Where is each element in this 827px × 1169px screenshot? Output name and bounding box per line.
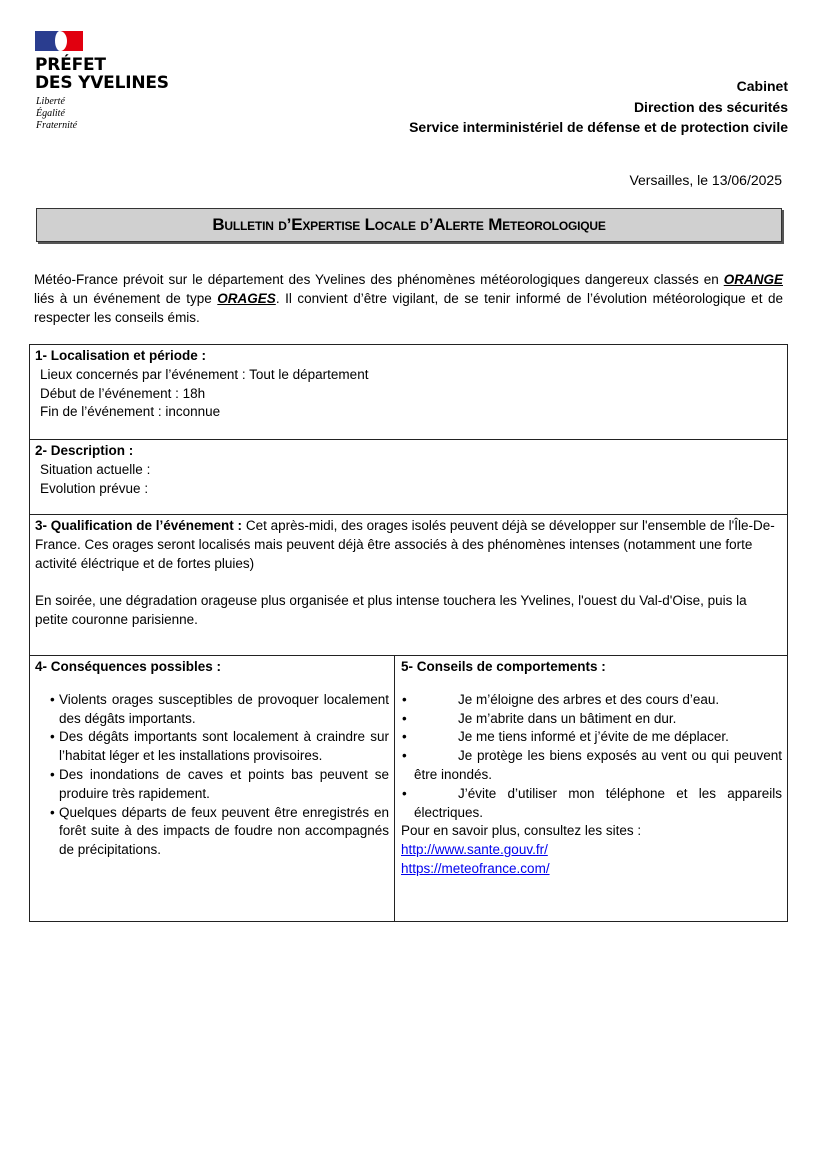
section-heading: 2- Description :	[35, 443, 134, 458]
marianne-flag-icon	[35, 31, 83, 51]
prefecture-logo	[35, 31, 169, 132]
list-item: • Je m’abrite dans un bâtiment en dur.	[401, 710, 782, 729]
section-heading: 4- Conséquences possibles :	[35, 659, 222, 674]
qualification-paragraph-2: En soirée, une dégradation orageuse plus organisée et plus intense touchera les Yvelines, l'ouest du Val-d'Oise, puis la petite couronne parisienne.	[35, 593, 747, 627]
list-item: • Je me tiens informé et j’évite de me déplacer.	[401, 728, 782, 747]
location-line: Lieux concernés par l’événement : Tout le département	[40, 366, 369, 382]
document-date: Versailles, le 13/06/2025	[629, 172, 782, 188]
prefecture-name: PRÉFET DES YVELINES	[35, 55, 169, 93]
list-item: • Quelques départs de feux peuvent être enregistrés en forêt suite à des impacts de foudre non accompagnés de précipitations.	[35, 804, 389, 860]
consequences-list	[35, 691, 389, 860]
end-line: Fin de l’événement : inconnue	[40, 404, 221, 420]
bulletin-table	[29, 344, 788, 922]
list-item: • Des inondations de caves et points bas peuvent se produire très rapidement.	[35, 766, 389, 804]
start-line: Début de l’événement : 18h	[40, 385, 206, 401]
section-heading: 5- Conseils de comportements :	[401, 659, 606, 674]
section-heading: 1- Localisation et période :	[35, 348, 207, 363]
republic-motto: Liberté Égalité Fraternité	[36, 96, 78, 131]
list-item: • Je protège les biens exposés au vent ou qui peuvent être inondés.	[401, 747, 782, 785]
qualification-paragraph-1: Cet après-midi, des orages isolés peuvent déjà se développer sur l'ensemble de l'Île-De-France. Ces orages seront localisés mais peuvent déjà être associés à des phénomènes intenses (notamment une forte activité éléctrique et de fortes pluies)	[35, 518, 775, 571]
bulletin-title-box	[36, 208, 782, 242]
expected-evolution: Evolution prévue :	[40, 480, 149, 496]
list-item: • Je m’éloigne des arbres et des cours d’eau.	[401, 691, 782, 710]
issuing-service	[409, 76, 788, 138]
conseils-list	[401, 691, 782, 823]
sante-gouv-link[interactable]: http://www.sante.gouv.fr/	[401, 842, 548, 858]
service-sidpc: Service interministériel de défense et de protection civile	[409, 119, 788, 135]
service-cabinet: Cabinet	[736, 78, 788, 94]
more-info-text: Pour en savoir plus, consultez les sites :	[401, 823, 642, 839]
event-type: ORAGES	[217, 291, 276, 306]
section-description	[30, 440, 787, 515]
alert-level: ORANGE	[723, 272, 783, 287]
bulletin-title: Bulletin d’Expertise Locale d’Alerte Meteorologique	[212, 215, 606, 234]
section-localisation	[30, 345, 787, 440]
section-heading: 3- Qualification de l’événement :	[35, 518, 243, 533]
meteofrance-link[interactable]: https://meteofrance.com/	[401, 860, 550, 876]
service-direction: Direction des sécurités	[633, 98, 788, 115]
section-qualification	[30, 515, 787, 656]
list-item: • Des dégâts importants sont localement à craindre sur l’habitat léger et les installations provisoires.	[35, 728, 389, 766]
intro-paragraph: Météo-France prévoit sur le département des Yvelines des phénomènes météorologiques dangereux classés en ORANGE liés à un événement de type ORAGES. Il convient d’être vigilant, de se tenir informé de l’évolution météorologique et de respecter les conseils émis.	[34, 272, 783, 325]
list-item: • J’évite d’utiliser mon téléphone et les appareils électriques.	[401, 785, 782, 823]
current-situation: Situation actuelle :	[40, 461, 151, 477]
section-consequences-conseils	[30, 656, 787, 921]
list-item: • Violents orages susceptibles de provoquer localement des dégâts importants.	[35, 691, 389, 729]
section-consequences	[30, 656, 395, 921]
section-conseils	[395, 656, 787, 921]
